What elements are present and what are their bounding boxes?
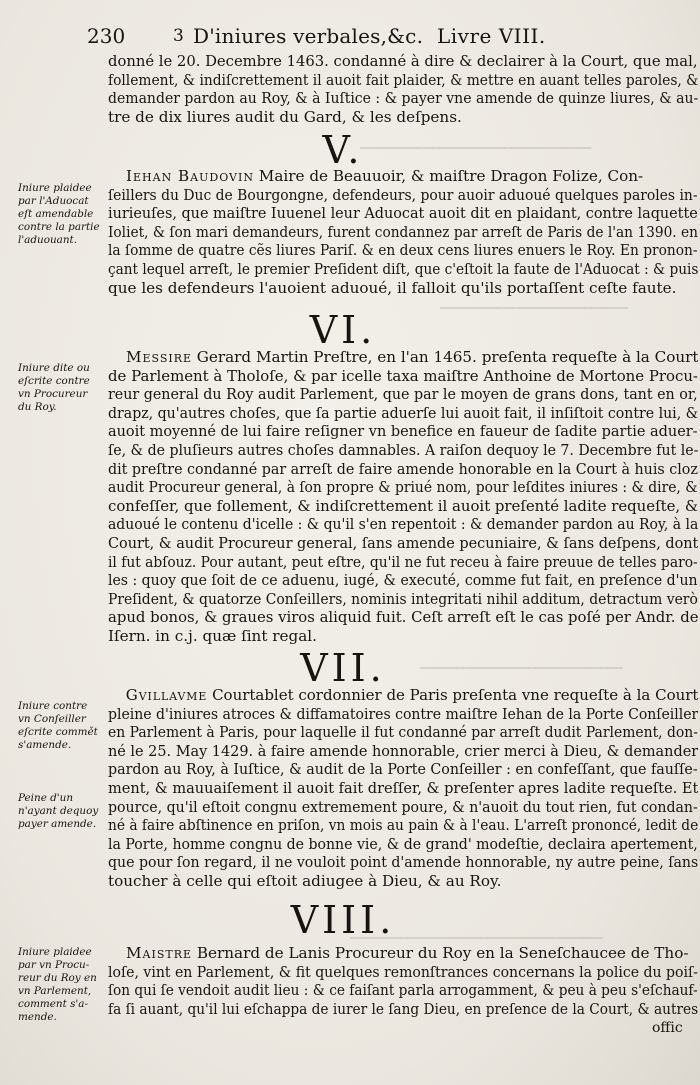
margin-note-line: eſcrite commět [18,726,98,738]
margin-note-line: vn Procureur [18,388,88,400]
margin-note-line: eſcrite contre [18,375,90,387]
paragraph-vi [108,348,698,646]
text-line: fa ſi auant, qu'il lui eſchappa de iurer le ſang Dieu, en preſence de la Court, & autres [108,999,698,1018]
text-line: né le 25. May 1429. à faire amende honnorable, crier merci à Dieu, & demander [108,741,698,760]
margin-note-line: Iniure contre [18,700,88,712]
line-text: Maire de Beauuoir, & maiſtre Dragon Folize, Con- [253,167,644,185]
text-line: iurieuſes, que maiſtre Iuuenel leur Aduocat auoit dit en plaidant, contre laquette [108,204,698,223]
running-title: D'iniures verbales,&c. [193,24,424,48]
section-heading-vii: VII. [300,646,386,690]
text-line: de Parlement à Tholoſe, & par icelle taxa maiſtre Anthoine de Mortone Procu- [108,366,698,385]
margin-note-line: Iniure dite ou [18,362,90,374]
text-line: les : quoy que ſoit de ce aduenu, iugé, & executé, comme fut fait, en preſence d'un [108,571,698,590]
lead-words: Maistre [126,944,193,962]
line-text: Gerard Martin Preſtre, en l'an 1465. preſenta requeſte à la Court [191,348,698,366]
text-line: audit Procureur general, à ſon propre & priué nom, pour leſdites iniures : & dire, & [108,478,698,497]
margin-note-line: Iniure plaidee [18,946,92,958]
line-text: Courtablet cordonnier de Paris preſenta vne requeſte à la Court [207,686,698,704]
page-number: 230 [87,24,126,48]
bleed-through-texture: ━━━━━━━━━━━━━━━━━━━━━━━━━━━━ [420,661,623,675]
text-line: demander pardon au Roy, & à Iuſtice : & payer vne amende de quinze liures, & au- [108,89,698,108]
text-line: drapz, qu'autres choſes, que ſa partie aduerſe lui auoit fait, il inſiſtoit contre lui, & [108,403,698,422]
margin-note-line: du Roy. [18,401,57,413]
bleed-through-texture: ━━━━━━━━━━━━━━━━━━━━━━━━━━━━━━━━ [360,141,592,155]
text-line: aduoué le contenu d'icelle : & qu'il s'en repentoit : & demander pardon au Roy, à la [108,515,698,534]
text-line [108,944,698,963]
text-line: confeſſer, que follement, & indiſcrettement il auoit preſenté ladite requeſte, & [108,496,698,515]
bleed-through-texture: ━━━━━━━━━━━━━━━━━━━━━━━━━━━━━━━━━━━ [350,931,603,945]
paragraph-viii [108,944,698,1018]
text-line: pource, qu'il eſtoit congnu extremement poure, & n'auoit du tout rien, fut condan- [108,797,698,816]
margin-note-vii [18,700,110,752]
section-heading-v: V. [322,128,364,172]
margin-note-line: s'amende. [18,739,72,751]
text-line: la Porte, homme congnu de bonne vie, & de grand' modeſtie, declaira apertement, [108,834,698,853]
text-line: que pour ſon regard, il ne vouloit point d'amende honnorable, ny autre peine, ſans [108,853,698,872]
text-line: ſe, & de pluſieurs autres choſes damnables. A raiſon dequoy le 7. Decembre fut le- [108,440,698,459]
text-line: Iſern. in c.j. quæ ſint regal. [108,626,317,645]
text-line: loſe, vint en Parlement, & fit quelques remonſtrances concernans la police du poiſ- [108,962,698,981]
text-line: tre de dix liures audit du Gard, & les deſpens. [108,107,462,126]
margin-note-line: vn Conſeiller [18,713,86,725]
text-line: pardon au Roy, à Iuſtice, & audit de la Porte Conſeiller : en confeſſant, que fauſſe- [108,760,698,779]
text-line: ment, & mauuaiſement il auoit fait dreſſer, & preſenter apres ladite requeſte. Et [108,778,698,797]
margin-note-line: n'ayant dequoy [18,805,99,817]
margin-note-line: vn Parlement, [18,985,92,997]
text-line: ſon qui ſe vendoit audit lieu : & ce faiſant parla arrogamment, & peu à peu s'eſchauf- [108,981,698,1000]
paragraph-vii [108,686,698,891]
margin-note-line: par vn Procu- [18,959,90,971]
text-line: reur general du Roy audit Parlement, que par le moyen de grans dons, tant en or, [108,385,698,404]
section-heading-viii: VIII. [290,898,396,942]
margin-note-line: payer amende. [18,818,97,830]
text-line: il fut abſouz. Pour autant, peut eſtre, qu'il ne fut receu à faire preuue de telles paro- [108,552,698,571]
text-line: follement, & indiſcrettement il auoit fait plaider, & mettre en auant telles paroles, & [108,70,698,89]
book-number: Livre VIII. [437,24,546,48]
margin-note-line: Iniure plaidee [18,182,92,194]
text-line: Ioliet, & ſon mari demandeurs, furent condannez par arreſt de Paris de l'an 1390. en [108,222,698,241]
text-line [108,686,698,705]
margin-note-line: contre la partie [18,221,100,233]
margin-note-line: par l'Aduocat [18,195,89,207]
text-line: en Parlement à Paris, pour laquelle il fut condanné par arreſt dudit Parlement, don- [108,723,698,742]
text-line [108,167,698,186]
margin-note-viii [18,946,110,1024]
text-line: çant lequel arreſt, le premier Preſident diſt, que c'eſtoit la faute de l'Aduocat : & puis [108,259,698,278]
margin-note-line: Peine d'un [18,792,74,804]
text-line: ſeillers du Duc de Bourgongne, defendeurs, pour auoir aduoué quelques paroles in- [108,185,698,204]
text-line [108,348,698,367]
text-line: apud bonos, & graues viros aliquid fuit. Ceſt arreſt eſt le cas poſé per Andr. de [108,608,698,627]
bleed-through-texture: ━━━━━━━━━━━━━━━━━━━━━━━━━━ [440,301,628,315]
margin-note-vii-2 [18,792,110,831]
margin-note-vi [18,362,110,414]
signature-mark: 3 [173,26,184,46]
margin-note-line: comment s'a- [18,998,88,1010]
margin-note-line: l'aduouant. [18,234,78,246]
intro-paragraph [108,52,698,126]
text-line: Court, & audit Procureur general, ſans amende pecuniaire, & ſans deſpens, dont [108,533,698,552]
margin-note-line: mende. [18,1011,57,1023]
text-line: toucher à celle qui eſtoit adiugee à Dieu, & au Roy. [108,871,502,890]
lead-words: Gvillavme [125,686,208,704]
catchword: offic [652,1020,683,1036]
line-text: Bernard de Lanis Procureur du Roy en la Seneſchaucee de Tho- [192,944,689,962]
margin-note-v [18,182,110,247]
section-heading-vi: VI. [309,308,377,352]
text-line: né à faire abſtinence en priſon, vn mois au pain & à l'eau. L'arreſt prononcé, ledit de [108,816,698,835]
text-line: Preſident, & quatorze Conſeillers, nominis integritati nihil additum, detractum verò [108,589,698,608]
lead-words: Messire [125,348,192,366]
text-line: la ſomme de quatre cẽs liures Pariſ. & en deux cens liures enuers le Roy. En pronon- [108,241,698,260]
paragraph-v [108,167,698,297]
margin-note-line: reur du Roy en [18,972,97,984]
lead-words: Iehan Baudovin [126,167,254,185]
running-header [87,24,687,50]
text-line: pleine d'iniures atroces & diffamatoires contre maiſtre Iehan de la Porte Conſeiller [108,704,698,723]
text-line: auoit moyenné de lui faire reſigner vn benefice en faueur de ſadite partie aduer- [108,422,698,441]
text-line: dit preſtre condanné par arreſt de faire amende honorable en la Court à huis cloz [108,459,698,478]
margin-note-line: eſt amendable [18,208,94,220]
text-line: donné le 20. Decembre 1463. condanné à dire & declairer à la Court, que mal, [108,52,698,70]
text-line: que les defendeurs l'auoient aduoué, il falloit qu'ils portaſſent ceſte faute. [108,278,677,297]
